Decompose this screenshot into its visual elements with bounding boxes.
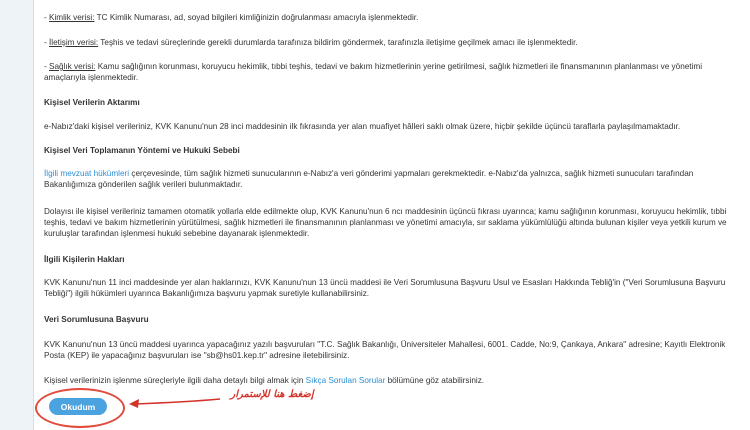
continue-hint-annotation: إضغط هنا للإستمرار	[230, 389, 314, 400]
transfer-heading: Kişisel Verilerin Aktarımı	[44, 98, 140, 107]
legislation-link[interactable]: İlgili mevzuat hükümleri	[44, 169, 130, 178]
application-text: KVK Kanunu'nun 13 üncü maddesi uyarınca yapacağınız yazılı başvuruları "T.C. Sağlık Bakanlığı, Üniversiteler Mahallesi, 6001. Cadde, No:9, Çankaya, Ankara" adresine; Kayıtlı Elektronik Posta (KEP) ile yapacağınız başvuruları ise "sb@hs01.kep.tr" adresine iletebilirsiniz.	[44, 340, 726, 360]
details-text	[44, 375, 746, 386]
health-data-item: - Sağlık verisi: Kamu sağlığının korunması, koruyucu hekimlik, tıbbi teşhis, tedavi ve bakım hizmetlerinin yerine getirilmesi, sağlık hizmetleri ile finansmanının planlanması ve yönetimi amaçlarıyla işlenmektedir.	[44, 62, 703, 82]
identity-data-text: TC Kimlik Numarası, ad, soyad bilgileri kimliğinizin doğrulanması amacıyla işlenmektedir.	[96, 13, 419, 22]
identity-data-item: - Kimlik verisi: TC Kimlik Numarası, ad, soyad bilgileri kimliğinizin doğrulanması amacıyla işlenmektedir.	[44, 13, 419, 22]
collection-heading: Kişisel Veri Toplamanın Yöntemi ve Hukuki Sebebi	[44, 146, 240, 155]
collection-text-1-body: çerçevesinde, tüm sağlık hizmeti sunucularının e-Nabız'a veri gönderimi yapmaları gerekmektedir. e-Nabız'da yalnızca, sağlık hizmeti sunucuları tarafından Bakanlığımıza gönderilen sağlık verileri bulunmaktadır.	[44, 169, 694, 189]
contact-data-text: Teşhis ve tedavi süreçlerinde gerekli durumlarda tarafınıza bildirim göndermek, tarafınızla iletişime geçilmek amacı ile işlenmektedir.	[100, 38, 578, 47]
identity-data-label: Kimlik verisi:	[49, 13, 95, 22]
details-text-end: bölümüne göz atabilirsiniz.	[387, 376, 485, 385]
okudum-button[interactable]: Okudum	[49, 398, 107, 415]
contact-data-item: - İletişim verisi: Teşhis ve tedavi süreçlerinde gerekli durumlarda tarafınıza bildirim göndermek, tarafınızla iletişime geçilmek amacı ile işlenmektedir.	[44, 38, 578, 47]
continue-button-area	[35, 388, 123, 426]
rights-heading: İlgili Kişilerin Hakları	[44, 255, 125, 264]
details-text-start: Kişisel verilerinizin işlenme süreçleriyle ilgili daha detaylı bilgi almak için	[44, 376, 304, 385]
consent-document	[33, 0, 750, 430]
collection-text-1	[44, 168, 746, 190]
application-heading: Veri Sorumlusuna Başvuru	[44, 315, 149, 324]
collection-text-2: Dolayısı ile kişisel verileriniz tamamen otomatik yollarla elde edilmekte olup, KVK Kanunu'nun 6 ncı maddesinin üçüncü fıkrası uyarınca; kamu sağlığının korunması, koruyucu hekimlik, tıbbi teşhis, tedavi ve bakım hizmetlerinin yürütülmesi, sağlık hizmetleri ile finansmanının planlanması ve yönetimi amacıyla, sır saklama yükümlülüğü altında bulunan kişiler veya yetkili kurum ve kuruluşlar tarafından işlenmesi hukuki sebebine dayanarak işlenmektedir.	[44, 207, 727, 238]
health-data-text: Kamu sağlığının korunması, koruyucu hekimlik, tıbbi teşhis, tedavi ve bakım hizmetlerinin yerine getirilmesi, sağlık hizmetleri ile finansmanının planlanması ve yönetimi amaçlarıyla işlenmektedir.	[44, 62, 703, 82]
transfer-text: e-Nabız'daki kişisel verileriniz, KVK Kanunu'nun 28 inci maddesinin ilk fıkrasında yer alan muafiyet hâlleri saklı olmak üzere, hiçbir şekilde üçüncü taraflarla paylaşılmamaktadır.	[44, 122, 681, 131]
arrow-left-icon	[128, 392, 222, 410]
health-data-label: Sağlık verisi:	[49, 62, 96, 71]
faq-link[interactable]: Sıkça Sorulan Sorular	[305, 376, 386, 385]
rights-text: KVK Kanunu'nun 11 inci maddesinde yer alan haklarınızı, KVK Kanunu'nun 13 üncü maddesi ile Veri Sorumlusuna Başvuru Usul ve Esasları Hakkında Tebliğ'in ("Veri Sorumlusuna Başvuru Tebliği") ilgili hükümleri uyarınca Bakanlığımıza başvuru yapmak suretiyle kullanabilirsiniz.	[44, 278, 726, 298]
contact-data-label: İletişim verisi:	[49, 38, 99, 47]
